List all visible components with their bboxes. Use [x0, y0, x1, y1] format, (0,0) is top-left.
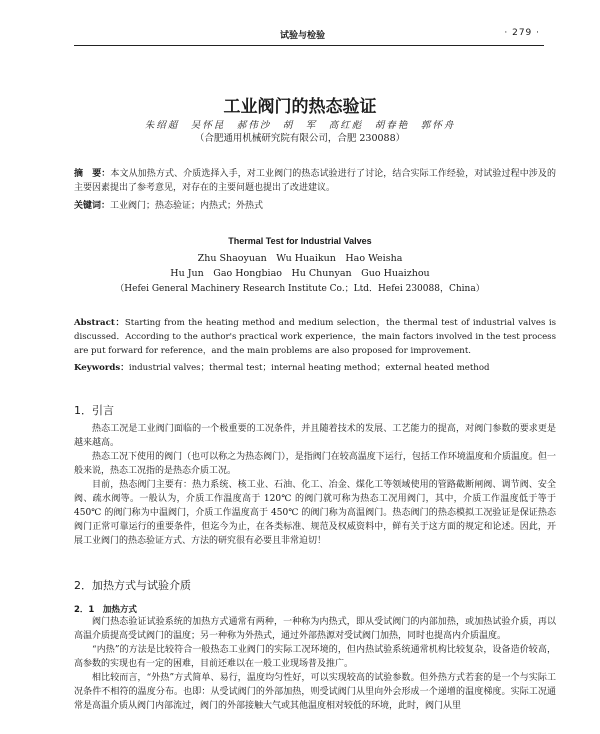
header-rule — [74, 45, 544, 46]
affiliation-en: （Hefei General Machinery Research Institute Co.；Ltd．Hefei 230088，China） — [115, 284, 485, 294]
abstract-cn-label: 摘 要： — [74, 169, 111, 179]
abstract-cn-text: 本文从加热方式、介质选择入手，对工业阀门的热态试验进行了讨论，结合实际工作经验，对试验过程中涉及的主要因素提出了参考意见，对存在的主要问题也提出了改进建议。 — [74, 169, 556, 193]
affiliation-cn: （合肥通用机械研究院有限公司，合肥 230088） — [194, 133, 406, 144]
page-number: · 279 · — [504, 28, 540, 38]
paper-title-en: Thermal Test for Industrial Valves — [228, 236, 372, 246]
running-head — [70, 28, 540, 42]
section-2-paragraph: “内热”的方法是比较符合一般热态工业阀门的实际工况环境的，但内热试验系统通常机构比较复杂，设备造价较高，高参数的实现也有一定的困难，目前还难以在一般工业现场普及推广。 — [74, 645, 556, 669]
section-2-body — [74, 615, 556, 713]
abstract-en — [74, 316, 556, 358]
section-1-paragraph: 热态工况是工业阀门面临的一个极重要的工况条件，并且随着技术的发展、工艺能力的提高，对阀门参数的要求更是越来越高。 — [74, 424, 556, 448]
abstract-cn — [74, 167, 556, 195]
keywords-en — [74, 361, 556, 375]
section-2-paragraph: 相比较而言，“外热”方式简单、易行，温度均匀性好，可以实现较高的试验参数。但外热方式若套的是一个与实际工况条件不相符的温度分布。也即：从受试阀门的外部加热，则受试阀门从里向外会形成一个递增的温度梯度。实际工况通常是高温介质从阀门内部流过，阀门的外部接触大气或其他温度相对较低的环境，此时，阀门从里 — [74, 673, 556, 711]
section-1-paragraph: 目前，热态阀门主要有：热力系统、核工业、石油、化工、冶金、煤化工等领域使用的管路截断闸阀、调节阀、安全阀、疏水阀等。一般认为，介质工作温度高于 120℃ 的阀门就可称为热态工况用阀门，其中，介质工作温度低于等于 450℃ 的阀门称为中温阀门，介质工作温度高于 450℃ 的阀门称为高温阀门。热态阀门的热态模拟工况验证是保证热态阀门正常可靠运行的重要条件，但迄今为止，在各类标准、规范及权威资料中，鲜有关于这方面的规定和论述。因此，开展工业阀门的热态验证方式、方法的研究很有必要且非常迫切！ — [74, 480, 556, 546]
section-2-1-heading: 2．1 加热方式 — [74, 605, 137, 615]
section-2-paragraph: 阀门热态验证试验系统的加热方式通常有两种，一种称为内热式，即从受试阀门的内部加热，或加热试验介质，再以高温介质提高受试阀门的温度；另一种称为外热式，通过外部热源对受试阀门加热，同时也提高内介质温度。 — [74, 617, 556, 641]
keywords-cn-label: 关键词： — [74, 201, 111, 211]
section-1-body — [74, 422, 556, 548]
paper-title: 工业阀门的热态验证 — [223, 97, 377, 117]
abstract-en-text: Starting from the heating method and medium selection，the thermal test of industrial valves is discussed．According to the author's practical work experience，the main factors involved in the test process are put forward for reference，and the main problems are also proposed for improvement. — [74, 318, 556, 356]
section-1-heading: 1．引言 — [74, 404, 114, 417]
abstract-en-label: Abstract： — [74, 318, 125, 328]
running-head-section: 试验与检验 — [280, 31, 326, 41]
keywords-en-label: Keywords： — [74, 363, 129, 373]
authors-en-line2: Hu Jun Gao Hongbiao Hu Chunyan Guo Huaizhou — [170, 268, 430, 279]
keywords-cn — [74, 199, 556, 213]
section-1-paragraph: 热态工况下使用的阀门（也可以称之为热态阀门），是指阀门在较高温度下运行，包括工作环境温度和介质温度。但一般来说，热态工况指的是热态介质工况。 — [74, 452, 556, 476]
authors-en-line1: Zhu Shaoyuan Wu Huaikun Hao Weisha — [197, 253, 403, 264]
section-2-heading: 2．加热方式与试验介质 — [74, 579, 191, 592]
keywords-en-text: industrial valves；thermal test；internal heating method；external heated method — [128, 363, 490, 373]
authors-cn: 朱绍超 吴怀昆 郝伟沙 胡 军 高红彪 胡春艳 郭怀舟 — [144, 120, 456, 131]
keywords-cn-text: 工业阀门；热态验证；内热式；外热式 — [110, 201, 264, 211]
